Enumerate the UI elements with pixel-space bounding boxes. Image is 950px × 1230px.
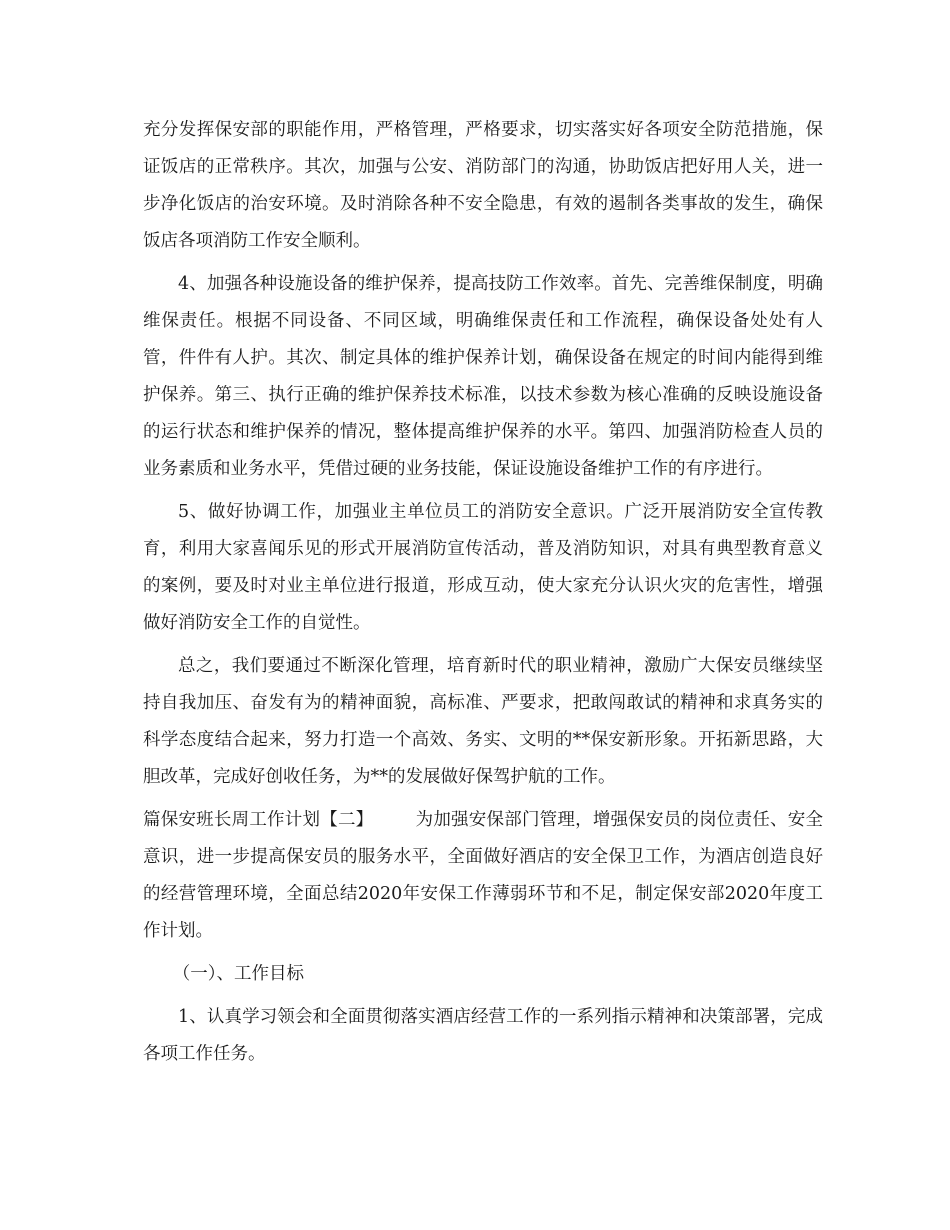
section-heading: 篇保安班长周工作计划【二】: [143, 810, 374, 830]
goal-item-1: 1、认真学习领会和全面贯彻落实酒店经营工作的一系列指示精神和决策部署，完成各项工作任务。: [143, 1007, 823, 1064]
document-body: [143, 112, 823, 1079]
paragraph-3: 5、做好协调工作，加强业主单位员工的消防安全意识。广泛开展消防安全宣传教育，利用大家喜闻乐见的形式开展消防宣传活动，普及消防知识，对具有典型教育意义的案例，要及时对业主单位进行报道，形成互动，使大家充分认识火灾的危害性，增强做好消防安全工作的自觉性。: [143, 502, 823, 633]
section-paragraph: [143, 802, 823, 950]
paragraph-2: 4、加强各种设施设备的维护保养，提高技防工作效率。首先、完善维保制度，明确维保责任。根据不同设备、不同区域，明确维保责任和工作流程，确保设备处处有人管，件件有人护。其次、制定具体的维护保养计划，确保设备在规定的时间内能得到维护保养。第三、执行正确的维护保养技术标准，以技术参数为核心准确的反映设施设备的运行状态和维护保养的情况，整体提高维护保养的水平。第四、加强消防检查人员的业务素质和业务水平，凭借过硬的业务技能，保证设施设备维护工作的有序进行。: [143, 274, 823, 479]
section-intro: 为加强安保部门管理，增强保安员的岗位责任、安全意识，进一步提高保安员的服务水平，全面做好酒店的安全保卫工作，为酒店创造良好的经营管理环境，全面总结2020年安保工作薄弱环节和不足，制定保安部2020年度工作计划。: [143, 810, 824, 941]
paragraph-1: 充分发挥保安部的职能作用，严格管理，严格要求，切实落实好各项安全防范措施，保证饭店的正常秩序。其次，加强与公安、消防部门的沟通，协助饭店把好用人关，进一步净化饭店的治安环境。及时消除各种不安全隐患，有效的遏制各类事故的发生，确保饭店各项消防工作安全顺利。: [143, 120, 823, 251]
paragraph-4: 总之，我们要通过不断深化管理，培育新时代的职业精神，激励广大保安员继续坚持自我加压、奋发有为的精神面貌，高标准、严要求，把敢闯敢试的精神和求真务实的科学态度结合起来，努力打造一个高效、务实、文明的**保安新形象。开拓新思路，大胆改革，完成好创收任务，为**的发展做好保驾护航的工作。: [143, 656, 823, 787]
subheading-work-goals: （一）、工作目标: [172, 964, 304, 984]
